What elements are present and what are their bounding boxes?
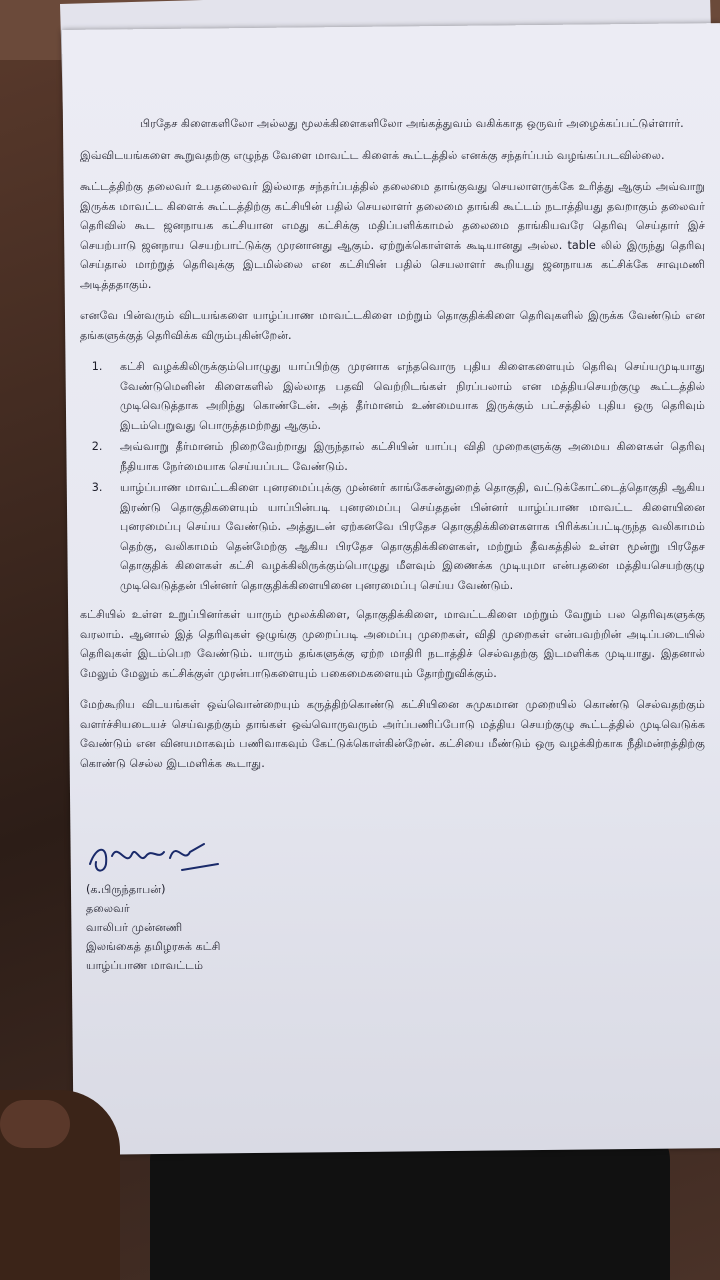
handwritten-signature xyxy=(86,834,226,878)
paragraph-4: எனவே பின்வரும் விடயங்களை யாழ்ப்பாண மாவட்டகிளை மற்றும் தொகுதிக்கிளை தெரிவுகளில் இருக்க வேண்டும் என தங்களுக்குத் தெரிவிக்க விரும்புகின்றேன். xyxy=(80,309,705,342)
list-item: 3. யாழ்ப்பாண மாவட்டகிளை புனரமைப்புக்கு முன்னர் காங்கேசன்துறைத் தொகுதி, வட்டுக்கோட்டைத்தொகுதி ஆகிய இரண்டு தொகுதிகளையும் யாப்பின்படி புனரமைப்பு செய்ததன் பின்னர் யாழ்ப்பாண மாவட்ட கிளையினை புனரமைப்பு செய்ய வேண்டும். அத்துடன் ஏற்கனவே பிரதேச தொகுதிக்கிளைகளாக பிரிக்கப்பட்டிருந்த வலிகாமம் தெற்கு, வலிகாமம் தென்மேற்கு ஆகிய பிரதேச தொகுதிக்கிளைகள், மற்றும் தீவகத்தில் உள்ள மூன்று பிரதேச தொகுதிக் கிளைகள் கட்சி வழக்கிலிருக்கும்பொழுது மீளவும் இணைக்க முடியுமா என்பதனை மத்தியசெயற்குழு முடிவெடுத்தன் பின்னர் தொகுதிக்கிளையினை புனரமைப்பு செய்ய வேண்டும். xyxy=(106,478,705,595)
holding-thumb xyxy=(0,1100,70,1148)
paragraph-6: மேற்கூறிய விடயங்கள் ஒவ்வொன்றையும் கருத்திற்கொண்டு கட்சியினை சுமுகமான முறையில் கொண்டு செல்வதற்கும் வளர்ச்சியடையச் செய்வதற்கும் தாங்கள் ஒவ்வொருவரும் அர்ப்பணிப்போடு மத்திய செயற்குழு கூட்டத்தில் முடிவெடுக்க வேண்டும் என வினயமாகவும் பணிவாகவும் கேட்டுக்கொள்கின்றேன். கட்சியை மீண்டும் ஒரு வழக்கிற்காக நீதிமன்றத்திற்கு கொண்டு செல்ல இடமளிக்க கூடாது. xyxy=(80,698,705,770)
paragraph-3: கூட்டத்திற்கு தலைவர் உபதலைவர் இல்லாத சந்தர்ப்பத்தில் தலைமை தாங்குவது செயலாளருக்கே உரித்து ஆகும் அவ்வாறு இருக்க மாவட்ட கிளைக் கூட்டத்திற்கு கட்சியின் பதில் செயலாளர் தலைமை தாங்கி கூட்டம் நடாத்தியது தவறாகும் தலைவர் தெரிவில் கூட ஜனநாயக கட்சியான எமது கட்சிக்கு மதிப்பளிக்காமல் தலைமை தாங்கியவரே தெரிவு செய்தார் இச் செயற்பாடு ஜனநாய செயற்பாட்டுக்கு முரனானது ஆகும். ஏற்றுக்கொள்ளக் கூடியானது அல்ல. table லில் இருந்து தெரிவு செய்தால் மாற்றுத் தெரிவுக்கு இடமில்லை என கட்சியின் பதில் செயலாளர் கூறியது ஜனநாயக கட்சிக்கே சாவுமணி அடித்ததாகும். xyxy=(80,180,705,291)
signatory-wing: வாலிபர் முன்னணி xyxy=(86,921,183,934)
numbered-list xyxy=(80,357,705,595)
signatory-name: (க.பிருந்தாபன்) xyxy=(86,883,166,896)
paragraph-2: இவ்விடயங்களை கூறுவதற்கு எழுந்த வேளை மாவட்ட கிளைக் கூட்டத்தில் எனக்கு சந்தர்ப்பம் வழங்கப்படவில்லை. xyxy=(80,148,665,162)
letter-body xyxy=(80,114,705,785)
paragraph-5: கட்சியில் உள்ள உறுப்பினர்கள் யாரும் மூலக்கிளை, தொகுதிக்கிளை, மாவட்டகிளை மற்றும் வேறும் பல தெரிவுகளுக்கு வரலாம். ஆனால் இத் தெரிவுகள் ஒழுங்கு முறைப்படி அமைப்பு முறைகள், விதி முறைகள் என்பவற்றின் அடிப்படையில் தெரிவுகள் இடம்பெற வேண்டும். யாரும் தங்களுக்கு ஏற்ற மாதிரி நடாத்திச் செல்வதற்கு இடமளிக்க முடியாது. இதனால் மேலும் மேலும் கட்சிக்குள் முரன்பாடுகளையும் பகைமைகளையும் தோற்றுவிக்கும். xyxy=(80,608,705,680)
list-item: 2. அவ்வாறு தீர்மானம் நிறைவேற்றாது இருந்தால் கட்சியின் யாப்பு விதி முறைகளுக்கு அமைய கிளைகள் தெரிவு நீதியாக நேர்மையாக செய்யப்பட வேண்டும். xyxy=(106,437,705,476)
signatory-district: யாழ்ப்பாண மாவட்டம் xyxy=(86,959,204,972)
signature-block xyxy=(86,880,220,975)
signatory-role: தலைவர் xyxy=(86,902,130,915)
signatory-party: இலங்கைத் தமிழரசுக் கட்சி xyxy=(86,940,221,953)
paragraph-1: பிரதேச கிளைகளிலோ அல்லது மூலக்கிளைகளிலோ அங்கத்துவம் வகிக்காத ஒருவர் அழைக்கப்பட்டுள்ளார். xyxy=(140,117,684,130)
list-item: 1. கட்சி வழக்கிலிருக்கும்பொழுது யாப்பிற்கு முரனாக எந்தவொரு புதிய கிளைகளையும் தெரிவு செய்யமுடியாது வேண்டுமெனின் கிளைகளில் இல்லாத பதவி வெற்றிடங்கள் நிரப்பலாம் என மத்தியசெயற்குழு கூட்டத்தில் முடிவெடுத்தாக அறிந்து கொண்டேன். அத் தீர்மானம் உண்மையாக இருக்கும் பட்சத்தில் புதிய ஒரு தெரிவும் இடம்பெறுவது பொருத்தமற்றது ஆகும். xyxy=(106,357,705,435)
